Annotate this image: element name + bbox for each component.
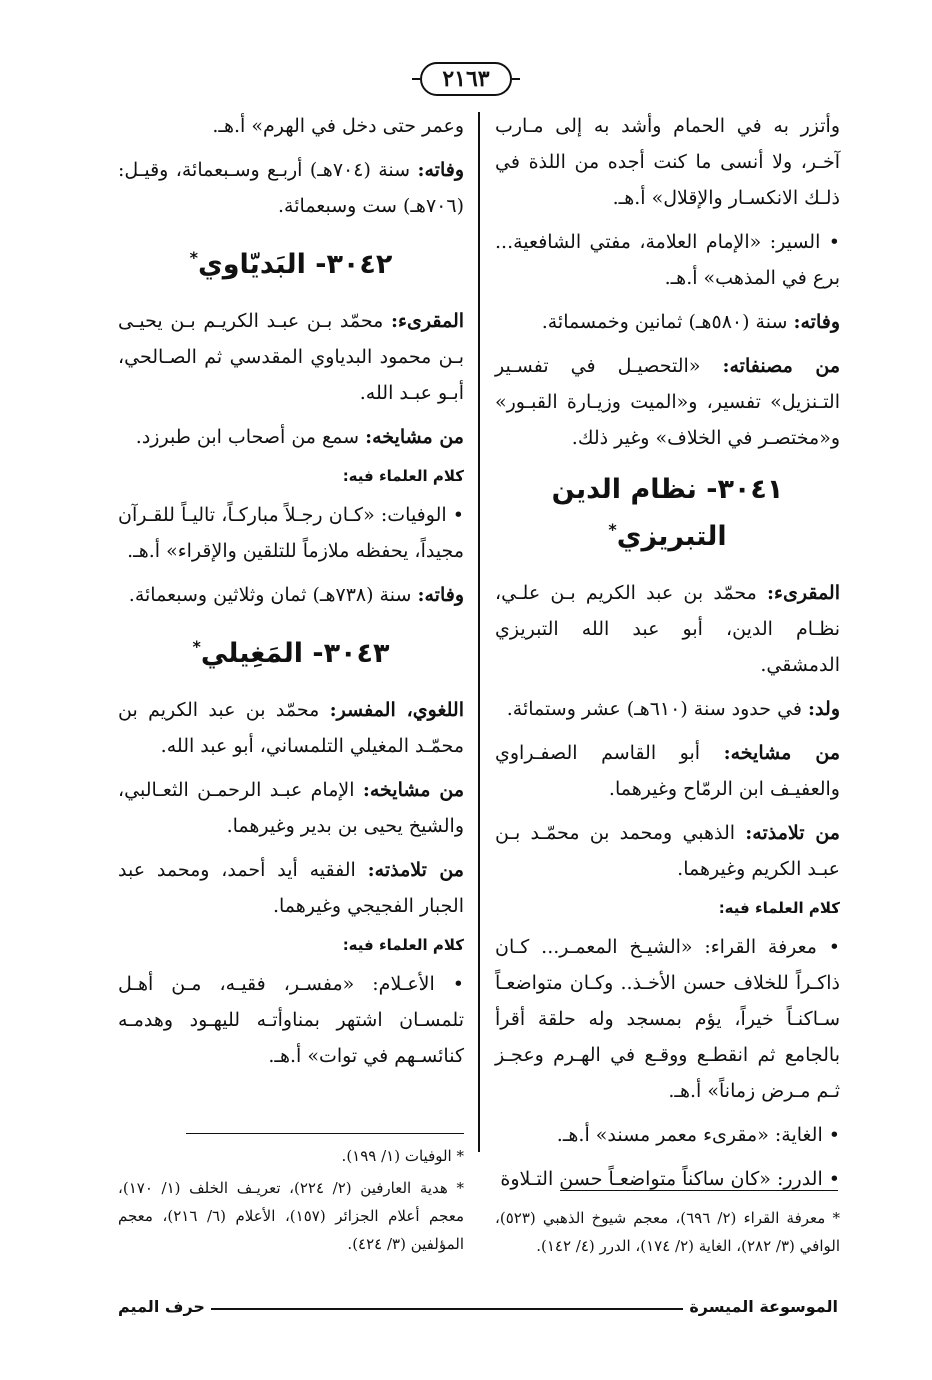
entry-title-3042: ٣٠٤٢- البَديّاوي* xyxy=(189,248,393,280)
footnote-rule-left xyxy=(186,1133,464,1134)
continuation-text: وأتزر به في الحمام وأشد به إلى مـارب آخـر، ولا أنسى ما كنت أجده من اللذة في ذلـك الانكسـار والإقلال» أ.هـ. xyxy=(495,115,840,209)
born-line: ولد: في حدود سنة (٦١٠هـ) عشر وستمائة. xyxy=(506,698,840,720)
footnote-rule-right xyxy=(560,1190,838,1191)
teachers-line: من مشايخه: سمع من أصحاب ابن طبرزد. xyxy=(135,426,464,448)
students-line: من تلامذته: الذهبي ومحمد بن محمّـد بـن عبـد الكريم وغيرهما. xyxy=(495,822,840,880)
continuation-text: وعمر حتى دخل في الهرم» أ.هـ. xyxy=(212,115,464,137)
page-footer xyxy=(118,1288,838,1316)
marifa-quote: • معرفة القراء: «الشيـخ المعمـر... كـان ذاكـراً للخلاف حسن الأخـذ.. وكـان متواضعـاً سـاكنـاً خيراً، يؤم بمسجد وله حلقة أقرأ بالجامع ثم انقطـع ووقـع في الهـرم وعجـز ثـم مـرض زماناً» أ.هـ. xyxy=(495,936,840,1102)
wafayat-quote: • الوفيات: «كـان رجـلاً مباركـاً، تاليـاً للقـرآن مجيداً، يحفظه ملازماً للتلقين والإقراء» أ.هـ. xyxy=(118,504,464,562)
death-line: وفاته: سنة (٥٨٠هـ) ثمانين وخمسمائة. xyxy=(541,311,840,333)
footnote: * هدية العارفين (٢/ ٢٢٤)، تعريـف الخلف (١/ ١٧٠)، معجم أعلام الجزائر (١٥٧)، الأعلام (٦/ ٢١٦)، معجم المؤلفين (٣/ ٤٢٤). xyxy=(118,1179,464,1253)
page-number xyxy=(420,62,512,96)
footnotes-left xyxy=(118,1142,464,1262)
teachers-line: من مشايخه: الإمام عبـد الرحمـن الثعـالبي، والشيخ يحيى بن بدير وغيرهما. xyxy=(118,779,464,837)
entry-title-3043: ٣٠٤٣- المَغِيلي* xyxy=(192,637,390,669)
muqri-line: المقرىء: محمّد بـن عبـد الكريـم بـن يحيـى بـن محمود البدياوي المقدسي ثم الصـالحي، أبـو عبـد الله. xyxy=(118,310,465,404)
footer-section: حرف الميم xyxy=(118,1297,205,1316)
death-line: وفاته: سنة (٧٠٤هـ) أربـع وسـبعمائة، وقيـل: (٧٠٦هـ) ست وسبعمائة. xyxy=(118,159,464,217)
ghaya-quote: • الغاية: «مقرىء معمر مسند» أ.هـ. xyxy=(556,1124,840,1146)
siyar-quote: • السير: «الإمام العلامة، مفتي الشافعية... برع في المذهب» أ.هـ. xyxy=(495,231,840,289)
page-number-text: ٢١٦٣ xyxy=(442,66,490,92)
footnote: * الوفيات (١/ ١٩٩). xyxy=(341,1147,464,1165)
page-number-frame xyxy=(420,62,512,96)
works-line: من مصنفاته: «التحصيـل في تفسـير التـنزيل» تفسير، و«الميت وزيـارة القبـور» و«مختصـر في الخلاف» وغير ذلك. xyxy=(495,355,840,449)
right-column xyxy=(495,108,840,1205)
scholars-heading: كلام العلماء فيه: xyxy=(342,936,464,954)
footnotes-right xyxy=(495,1204,840,1264)
scholars-heading: كلام العلماء فيه: xyxy=(342,467,464,485)
students-line: من تلامذته: الفقيه أيد أحمد، ومحمد عبد الجبار الفجيجي وغيرهما. xyxy=(118,859,464,917)
column-divider xyxy=(478,112,480,1152)
footer-book-title: الموسوعة الميسرة xyxy=(689,1297,838,1316)
footnote: * معرفة القراء (٢/ ٦٩٦)، معجم شيوخ الذهبي (٥٢٣)، الوافي (٣/ ٢٨٢)، الغاية (٢/ ١٧٤)، الدرر (٤/ ١٤٢). xyxy=(495,1209,840,1255)
scholars-heading: كلام العلماء فيه: xyxy=(718,899,840,917)
alam-quote: • الأعـلام: «مفسـر، فقيـه، مـن أهـل تلمسـان اشتهر بمناوأتـه لليهـود وهدمـه كنائسـهم في توات» أ.هـ. xyxy=(118,973,464,1067)
lughawi-line: اللغوي، المفسر: محمّد بن عبد الكريم بن محمّـد المغيلي التلمساني، أبو عبد الله. xyxy=(118,699,464,757)
footer-rule xyxy=(211,1308,683,1310)
durar-quote: • الدرر: «كان ساكناً متواضعـاً حسن التـلاوة xyxy=(500,1168,840,1190)
teachers-line: من مشايخه: أبو القاسم الصفـراوي والعفيـف ابن الرمّاح وغيرهما. xyxy=(495,742,840,800)
muqri-line: المقرىء: محمّد بن عبد الكريم بـن علـي، نظـام الدين، أبو عبد الله التبريزي الدمشقي. xyxy=(495,582,840,676)
death-line: وفاته: سنة (٧٣٨هـ) ثمان وثلاثين وسبعمائة. xyxy=(128,584,464,606)
left-column xyxy=(118,108,464,1082)
entry-title-3041: ٣٠٤١- نظام الدين التبريزي* xyxy=(551,474,784,552)
